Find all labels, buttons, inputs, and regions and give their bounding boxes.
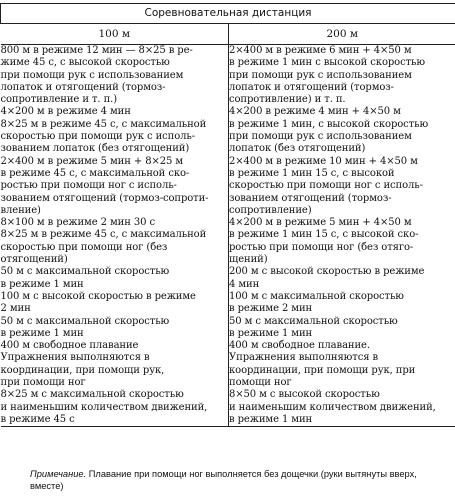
table-line: ростью при помощи ног (без отяго- xyxy=(229,241,414,253)
table-line: в режиме 45 с, с максимальной ско- xyxy=(0,167,190,179)
table-title: Соревновательная дистанция xyxy=(1,4,455,24)
table-line: сопротивление и т. п.) xyxy=(0,94,118,106)
table-line: помощи ног xyxy=(229,377,292,389)
table-line: 2 мин xyxy=(0,303,31,315)
table-line: координации, при помощи рук, при xyxy=(229,364,416,376)
table-line: щений) xyxy=(229,254,268,266)
table-line: 8×50 м с высокой скоростью xyxy=(229,389,380,401)
table-line: лопаток (без отягощений) xyxy=(229,143,366,155)
table-line: 8×25 м в режиме 45 с, с максимальной xyxy=(0,118,207,130)
table-line: при помощи рук с использованием xyxy=(0,69,184,81)
column-header-100m: 100 м xyxy=(1,24,229,45)
table-line: 100 м с высокой скоростью в режиме xyxy=(0,290,196,302)
table-line: при помощи рук с использованием xyxy=(229,69,412,81)
table-line: в режиме 1 мин xyxy=(0,278,84,290)
table-line: 4 мин xyxy=(229,278,260,290)
table-line: в режиме 1 мин с высокой скоростью xyxy=(229,57,425,69)
table-line: 2×400 м в режиме 10 мин + 4×50 м xyxy=(229,155,418,167)
table-line: скоростью при помощи ног (без xyxy=(0,241,168,253)
table-line: лопаток и отягощений (тормоз- xyxy=(229,81,394,93)
column-100m-body xyxy=(1,45,229,427)
table-line: и наименьшим количеством движений, xyxy=(229,401,436,413)
table-line: 50 м с максимальной скоростью xyxy=(229,315,398,327)
table-line: в режиме 1 мин, с высокой скоростью xyxy=(229,118,429,130)
table-line: ростью при помощи ног с исполь- xyxy=(0,180,177,192)
table-line: Упражнения выполняются в xyxy=(229,352,379,364)
table-line: при помощи ног xyxy=(0,377,86,389)
table-line: 4×200 в режиме 4 мин + 4×50 м xyxy=(229,106,401,118)
table-line: координации, при помощи рук, xyxy=(0,364,165,376)
table-line: при помощи рук с использованием xyxy=(229,131,412,143)
table-footnote xyxy=(30,468,450,492)
table-line: в режиме 1 мин 15 с, с высокой ско- xyxy=(229,229,419,241)
table-line: 100 м с максимальной скоростью xyxy=(229,290,404,302)
table-line: 4×200 м в режиме 5 мин + 4×50 м xyxy=(229,217,412,229)
table-line: 50 м с максимальной скоростью xyxy=(0,315,170,327)
table-line: и наименьшим количеством движений, xyxy=(0,401,208,413)
table-line: жиме 45 с, с высокой скоростью xyxy=(0,57,170,69)
table-line: 8×100 м в режиме 2 мин 30 с xyxy=(0,217,155,229)
table-line: лопаток и отягощений (тормоз- xyxy=(0,81,166,93)
table-line: 800 м в режиме 12 мин — 8×25 в ре- xyxy=(0,45,193,56)
table-line: 2×400 м в режиме 6 мин + 4×50 м xyxy=(229,45,412,56)
table-line: 400 м свободное плавание. xyxy=(229,340,370,352)
table-line: зованием отягощений (тормоз-сопроти- xyxy=(0,192,209,204)
table-line: в режиме 2 мин xyxy=(229,303,313,315)
column-200m-body xyxy=(229,45,455,427)
table-line: 2×400 м в режиме 5 мин + 8×25 м xyxy=(0,155,184,167)
table-line: зованием отягощений (тормоз- xyxy=(229,192,392,204)
footnote-text: Плавание при помощи ног выполняется без дощечки (руки вытянуты вверх, вместе) xyxy=(30,469,417,491)
table-line: скоростью при помощи ног с исполь- xyxy=(229,180,423,192)
table-line: сопротивление) xyxy=(229,204,312,216)
table-line: сопротивление) и т. п. xyxy=(229,94,346,106)
training-table xyxy=(0,3,455,427)
table-line: зованием лопаток (без отягощений) xyxy=(0,143,190,155)
table-line: 400 м свободное плавание xyxy=(0,340,139,352)
table-line: в режиме 45 с xyxy=(0,413,75,425)
table-line: 50 м с максимальной скоростью xyxy=(0,266,170,278)
table-line: в режиме 1 мин xyxy=(0,327,84,339)
table-line: скоростью при помощи рук с исполь- xyxy=(0,131,196,143)
table-line: 8×25 м в режиме 45 с, с максимальной xyxy=(0,229,207,241)
table-line: отягощений) xyxy=(0,254,68,266)
table-line: в режиме 1 мин 15 с, с высокой xyxy=(229,167,395,179)
table-line: 4×200 м в режиме 4 мин xyxy=(0,106,131,118)
table-line: 200 м с высокой скоростью в режиме xyxy=(229,266,425,278)
footnote-label: Примечание. xyxy=(30,469,87,479)
table-line: в режиме 1 мин xyxy=(229,413,313,425)
table-line: в режиме 1 мин xyxy=(229,327,313,339)
column-header-200m: 200 м xyxy=(229,24,455,45)
table-line: Упражнения выполняются в xyxy=(0,352,150,364)
table-line: вление) xyxy=(0,204,41,216)
table-line: 8×25 м с максимальной скоростью xyxy=(0,389,184,401)
